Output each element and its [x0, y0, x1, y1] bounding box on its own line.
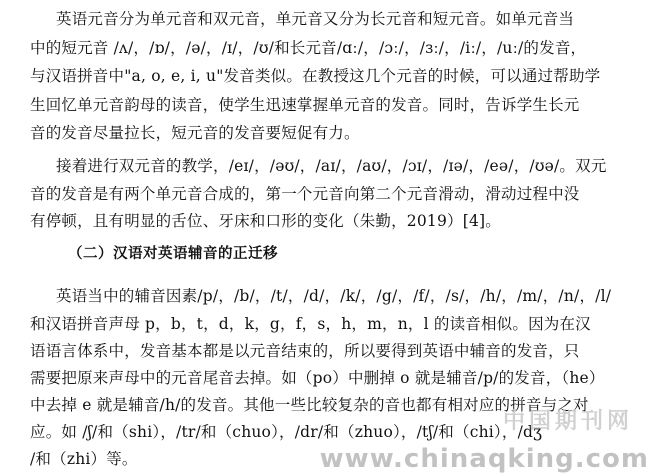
paragraph-3-line-4: 需要把原来声母中的元音尾音去掉。如（po）中删掉 o 就是辅音/p/的发音，（he） [30, 369, 605, 387]
paragraph-1-line-3: 与汉语拼音中"a, o, e, i, u"发音类似。在教授这几个元音的时候，可以通过帮助学 [30, 67, 601, 85]
paragraph-1-line-4: 生回忆单元音韵母的读音，使学生迅速掌握单元音的发音。同时，告诉学生长元 [30, 96, 580, 114]
paragraph-3-line-1: 英语当中的辅音因素/p/，/b/，/t/，/d/，/k/，/g/，/f/，/s/，/h/，/m/，/n/，/l/ [56, 287, 612, 305]
paragraph-3-line-6: 应。如 /ʃ/和（shi），/tr/和（chuo），/dr/和（zhuo），/tʃ/和（chi），/dʒ [30, 423, 543, 441]
paragraph-3-line-7: /和（zhi）等。 [30, 450, 138, 468]
paragraph-3-line-5: 中去掉 e 就是辅音/h/的发音。其他一些比较复杂的音也都有相对应的拼音与之对 [30, 396, 589, 414]
paragraph-1-line-2: 中的短元音 /ʌ/，/ɒ/，/ə/，/ɪ/，/ʊ/和长元音/ɑː/，/ɔː/，/ɜː/，/iː/，/uː/的发音， [30, 39, 587, 57]
watermark-url: www.chinaqking.com [319, 444, 649, 474]
paragraph-2-line-3: 有停顿，且有明显的舌位、牙床和口形的变化（朱勤，2019）[4]。 [30, 212, 502, 230]
watermark-chinese: 中国期刊网 [502, 409, 633, 434]
paragraph-1-line-5: 音的发音尽量拉长，短元音的发音要短促有力。 [30, 124, 360, 142]
paragraph-3-line-3: 语语言体系中，发音基本都是以元音结束的，所以要得到英语中辅音的发音，只 [30, 342, 580, 360]
section-heading: （二）汉语对英语辅音的正迁移 [68, 246, 278, 262]
paragraph-3-line-2: 和汉语拼音声母 p，b，t，d，k，g，f，s，h，m，n，l 的读音相似。因为在汉 [30, 315, 591, 333]
paragraph-1-line-1: 英语元音分为单元音和双元音，单元音又分为长元音和短元音。如单元音当 [56, 10, 575, 28]
paragraph-2-line-2: 音的发音是有两个单元音合成的，第一个元音向第二个元音滑动，滑动过程中没 [30, 185, 580, 203]
paragraph-2-line-1: 接着进行双元音的教学，/eɪ/，/əʊ/，/aɪ/，/aʊ/，/ɔɪ/，/ɪə/，/eə/，/ʊə/。双元 [56, 157, 607, 175]
